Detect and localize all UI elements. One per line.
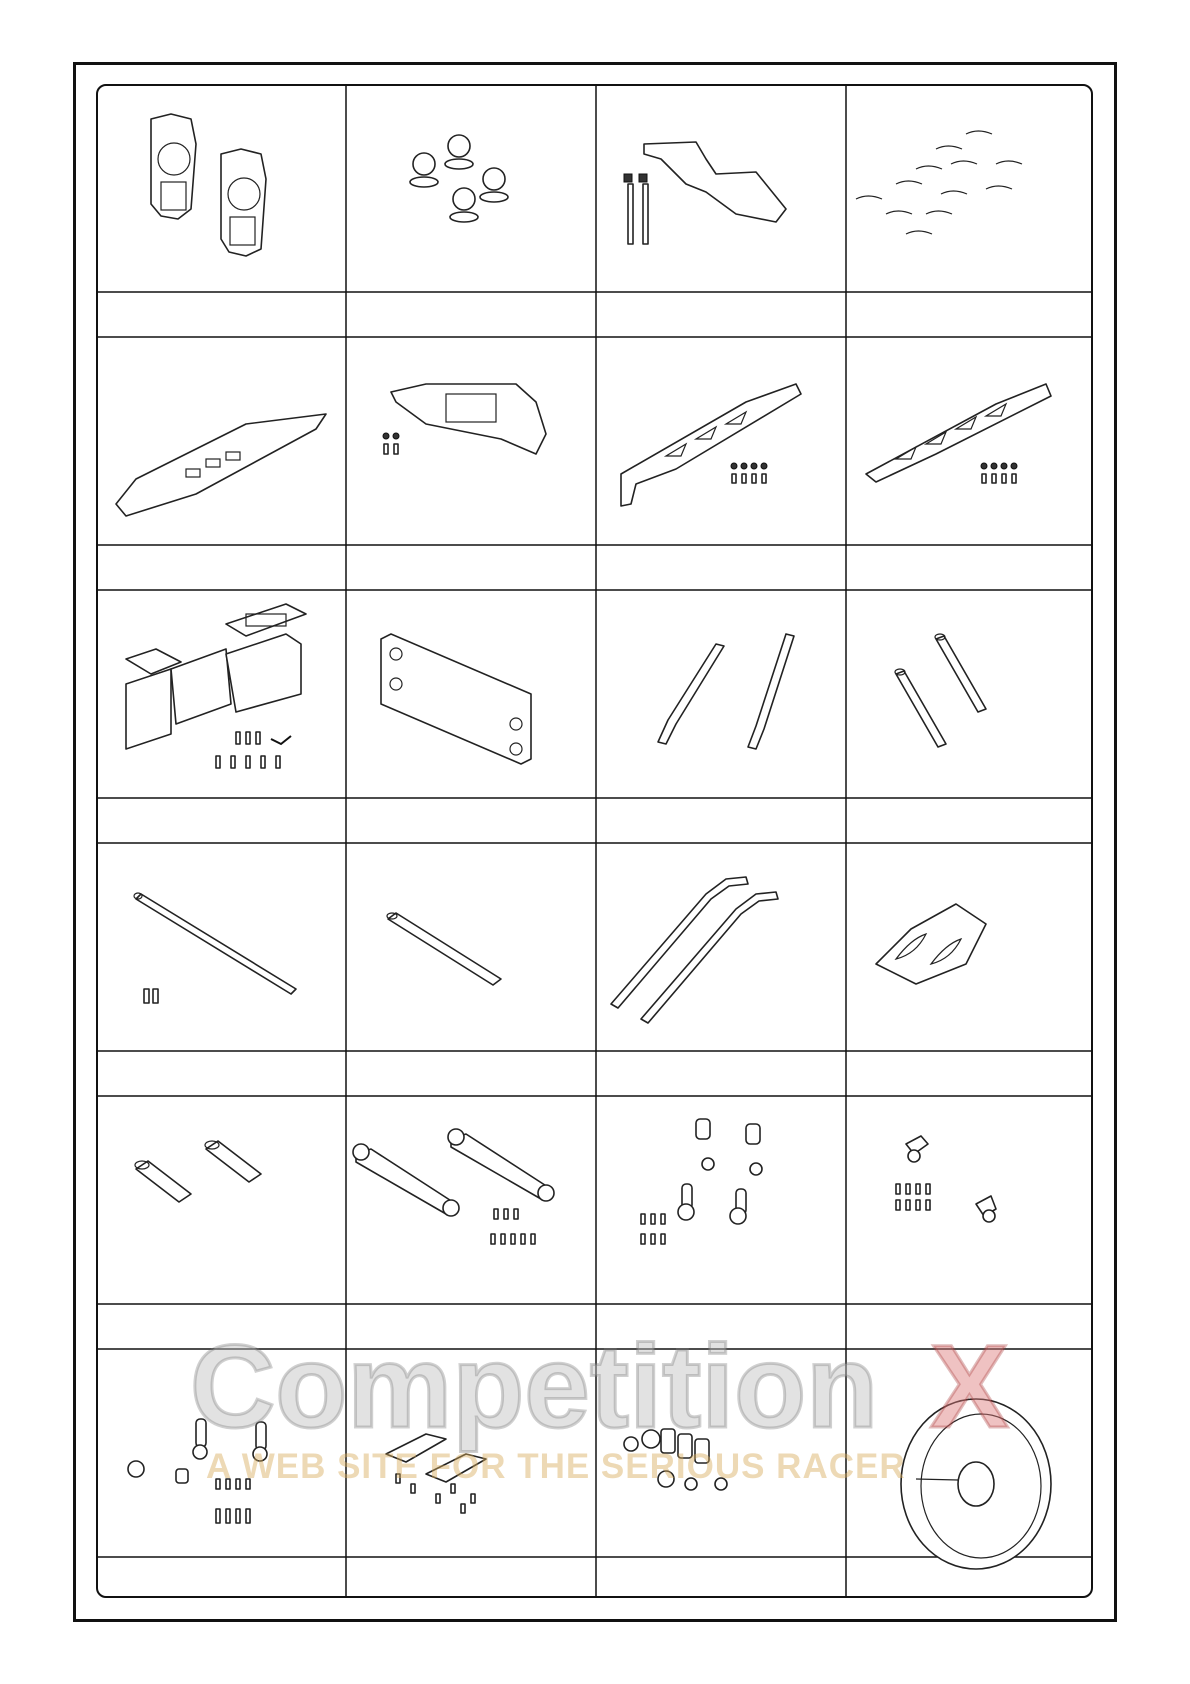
watermark-tagline: A WEB SITE FOR THE SERIOUS RACER — [206, 1447, 906, 1486]
watermark-brand-x: X — [930, 1321, 1009, 1453]
watermark-brand: Competition — [190, 1321, 879, 1453]
